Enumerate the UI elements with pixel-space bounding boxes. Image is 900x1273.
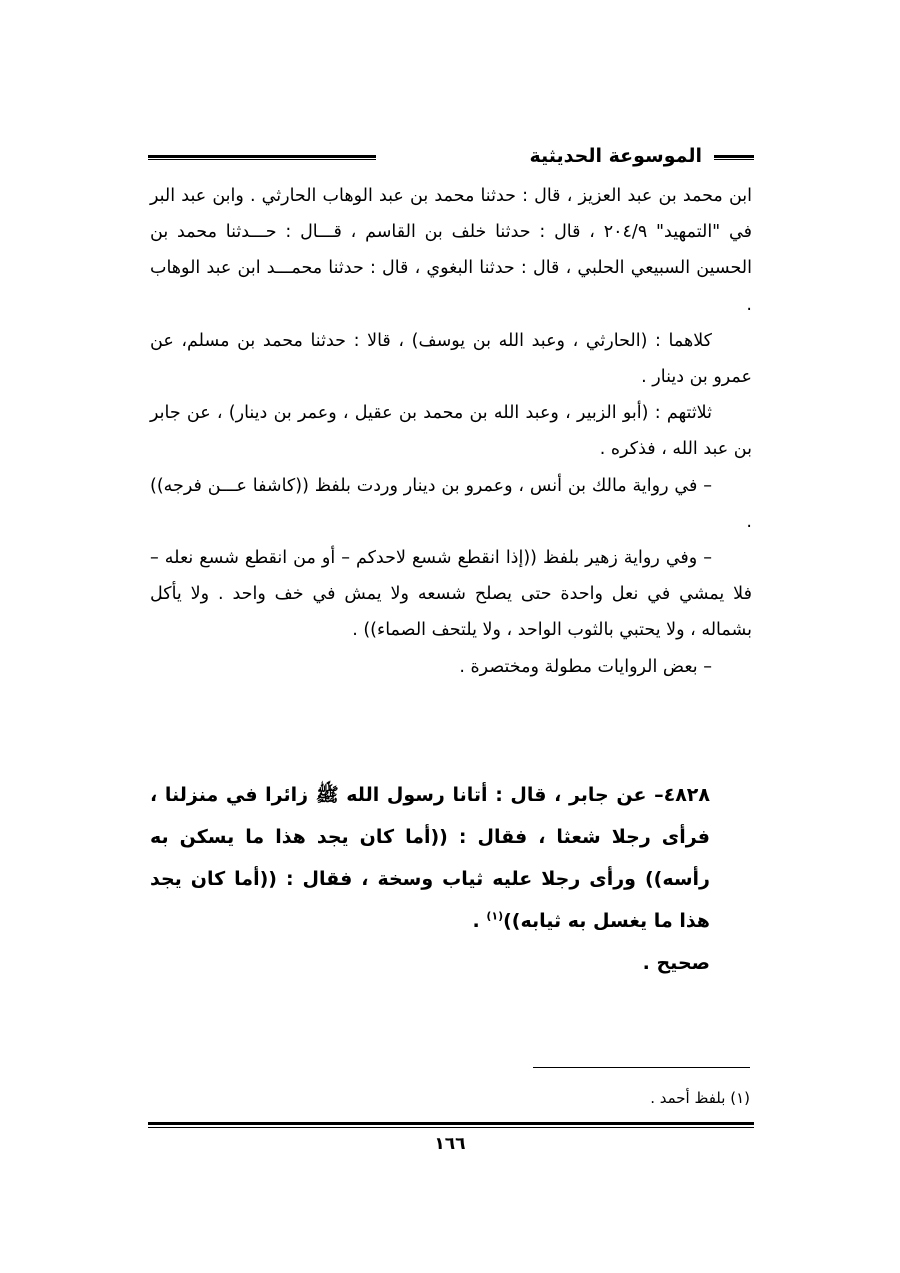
body-text — [150, 178, 752, 685]
paragraph-zuhair-note: – وفي رواية زهير بلفظ ((إذا انقطع شسع لاحدكم – أو من انقطع شسع نعله – فلا يمشي في نعل واحدة حتى يصلح شسعه ولا يمش في خف واحد . ولا يأكل بشماله ، ولا يحتبي بالثوب الواحد ، ولا يلتحف الصماء)) . — [150, 548, 752, 641]
footnote-separator — [533, 1067, 750, 1068]
footnote: (١) بلفظ أحمد . — [650, 1089, 750, 1107]
paragraph-three: ثلاثتهم : (أبو الزبير ، وعبد الله بن محمد بن عقيل ، وعمر بن دينار) ، عن جابر بن عبد الله ، فذكره . — [150, 403, 752, 460]
header-rule-short — [714, 155, 754, 160]
header-rule — [148, 155, 376, 160]
paragraph-malik-note: – في رواية مالك بن أنس ، وعمرو بن دينار وردت بلفظ ((كاشفا عـــن فرجه)) . — [150, 475, 752, 532]
hadith-block — [150, 774, 710, 984]
hadith-text — [150, 774, 710, 942]
hadith-matn: ٤٨٢٨– عن جابر ، قال : أتانا رسول الله ﷺ زائرا في منزلنا ، فرأى رجلا شعثا ، فقال : ((أما كان يجد هذا ما يسكن به رأسه)) ورأى رجلا عليه ثياب وسخة ، فقال : ((أما كان يجد هذا ما يغسل به ثيابه)) — [150, 784, 710, 932]
paragraph-riwayat-note: – بعض الروايات مطولة ومختصرة . — [459, 656, 712, 677]
hadith-end: . — [472, 910, 487, 932]
page-number: ١٦٦ — [434, 1134, 466, 1154]
footnote-reference[interactable]: (١) — [486, 909, 504, 923]
paragraph-both: كلاهما : (الحارثي ، وعبد الله بن يوسف) ، قالا : حدثنا محمد بن مسلم، عن عمرو بن دينار . — [150, 330, 752, 388]
running-header — [148, 144, 754, 170]
header-title: الموسوعة الحديثية — [529, 145, 702, 167]
hadith-grade: صحيح . — [642, 952, 710, 974]
paragraph-isnad: ابن محمد بن عبد العزيز ، قال : حدثنا محمد بن عبد الوهاب الحارثي . وابن عبد البر في "التمهيد" ٢٠٤/٩ ، قال : حدثنا خلف بن القاسم ، قـــال : حـــدثنا محمد بن الحسين السبيعي الحلبي ، قال : حدثنا البغوي ، قال : حدثنا محمـــد ابن عبد الوهاب . — [150, 186, 752, 315]
footer-rule — [148, 1122, 754, 1128]
